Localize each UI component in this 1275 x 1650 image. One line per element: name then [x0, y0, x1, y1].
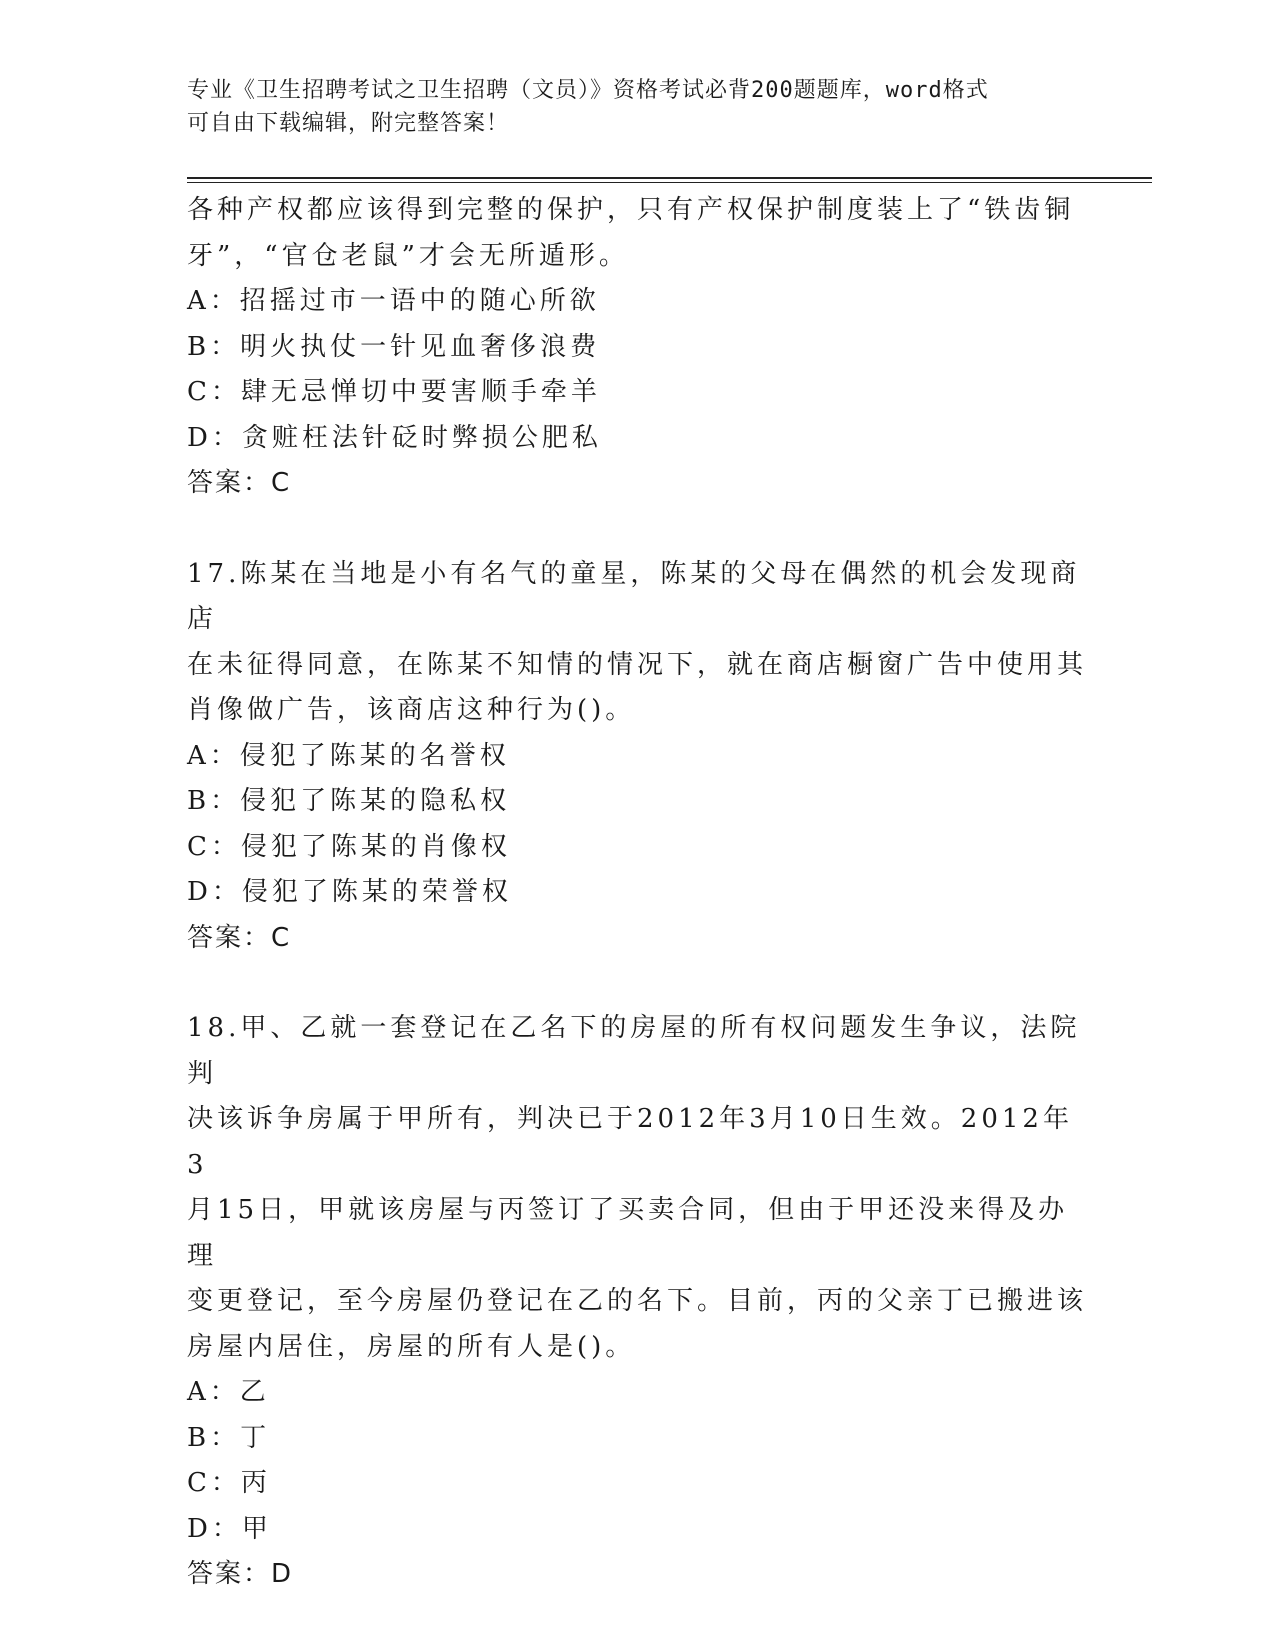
question-text-line: 决该诉争房属于甲所有，判决已于2012年3月10日生效。2012年3: [187, 1104, 1073, 1180]
option-b: B：侵犯了陈某的隐私权: [187, 786, 511, 816]
option-a: A：乙: [187, 1377, 270, 1407]
option-d: D：贪赃枉法针砭时弊损公肥私: [187, 422, 602, 453]
question-text-line: 肖像做广告，该商店这种行为()。: [187, 695, 636, 725]
question-text-line: 各种产权都应该得到完整的保护，只有产权保护制度装上了“铁齿铜: [187, 195, 1075, 225]
question-block: [187, 552, 1087, 962]
question-block: [187, 1006, 1087, 1598]
document-body: [187, 188, 1087, 1598]
option-b: B：明火执仗一针见血奢侈浪费: [187, 331, 601, 362]
answer-line: 答案：C: [187, 468, 292, 498]
option-c: C：丙: [187, 1468, 271, 1498]
question-text-line: 18.甲、乙就一套登记在乙名下的房屋的所有权问题发生争议，法院判: [187, 1013, 1081, 1089]
header-line-2: 可自由下载编辑，附完整答案！: [187, 111, 510, 136]
question-text-line: 变更登记，至今房屋仍登记在乙的名下。目前，丙的父亲丁已搬进该: [187, 1286, 1088, 1316]
option-d: D：侵犯了陈某的荣誉权: [187, 877, 512, 907]
option-a: A：招摇过市一语中的随心所欲: [187, 286, 600, 316]
question-text-line: 17.陈某在当地是小有名气的童星，陈某的父母在偶然的机会发现商店: [187, 558, 1081, 634]
question-text-line: 牙”，“官仓老鼠”才会无所遁形。: [187, 240, 629, 271]
question-text-line: 房屋内居住，房屋的所有人是()。: [187, 1331, 636, 1362]
option-a: A：侵犯了陈某的名誉权: [187, 740, 510, 771]
question-text-line: 月15日，甲就该房屋与丙签订了买卖合同，但由于甲还没来得及办理: [187, 1195, 1069, 1271]
option-c: C：侵犯了陈某的肖像权: [187, 831, 511, 862]
option-c: C：肆无忌惮切中要害顺手牵羊: [187, 377, 601, 407]
header-divider-thin: [187, 182, 1152, 183]
question-block: [187, 188, 1087, 507]
header-line-1: 专业《卫生招聘考试之卫生招聘（文员）》资格考试必背200题题库，word格式: [187, 78, 989, 103]
answer-line: 答案：D: [187, 1559, 294, 1589]
option-b: B：丁: [187, 1422, 271, 1453]
document-header: [187, 74, 1067, 140]
header-divider: [187, 177, 1152, 179]
question-text-line: 在未征得同意，在陈某不知情的情况下，就在商店橱窗广告中使用其: [187, 649, 1088, 680]
answer-line: 答案：C: [187, 922, 292, 953]
option-d: D：甲: [187, 1513, 272, 1544]
